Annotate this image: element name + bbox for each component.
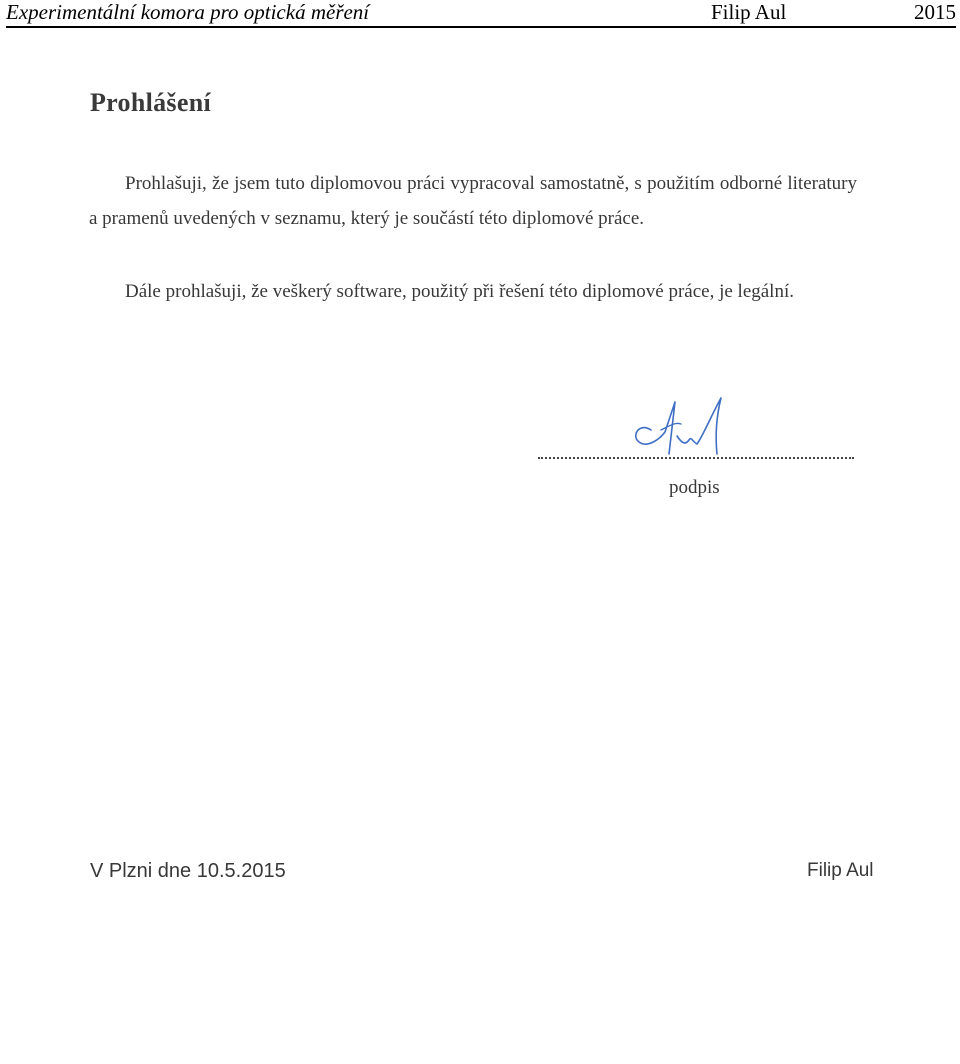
header-title: Experimentální komora pro optická měření [6, 0, 370, 24]
scanned-declaration [0, 30, 960, 1064]
declaration-paragraph-2: Dále prohlašuji, že veškerý software, použitý při řešení této diplomové práce, je legální. [125, 281, 794, 302]
declaration-heading: Prohlášení [90, 88, 211, 117]
header-year: 2015 [914, 0, 956, 24]
signature-label: podpis [669, 477, 720, 498]
signer-name: Filip Aul [807, 860, 874, 881]
page-header [6, 0, 956, 28]
handwritten-signature [625, 392, 735, 458]
header-author: Filip Aul [711, 0, 787, 24]
declaration-paragraph-1: Prohlašuji, že jsem tuto diplomovou práci vypracoval samostatně, s použitím odborné literatury a pramenů uvedených v seznamu, který je součástí této diplomové práce. [89, 173, 857, 229]
signature-line [538, 457, 854, 459]
place-date: V Plzni dne 10.5.2015 [90, 860, 286, 882]
